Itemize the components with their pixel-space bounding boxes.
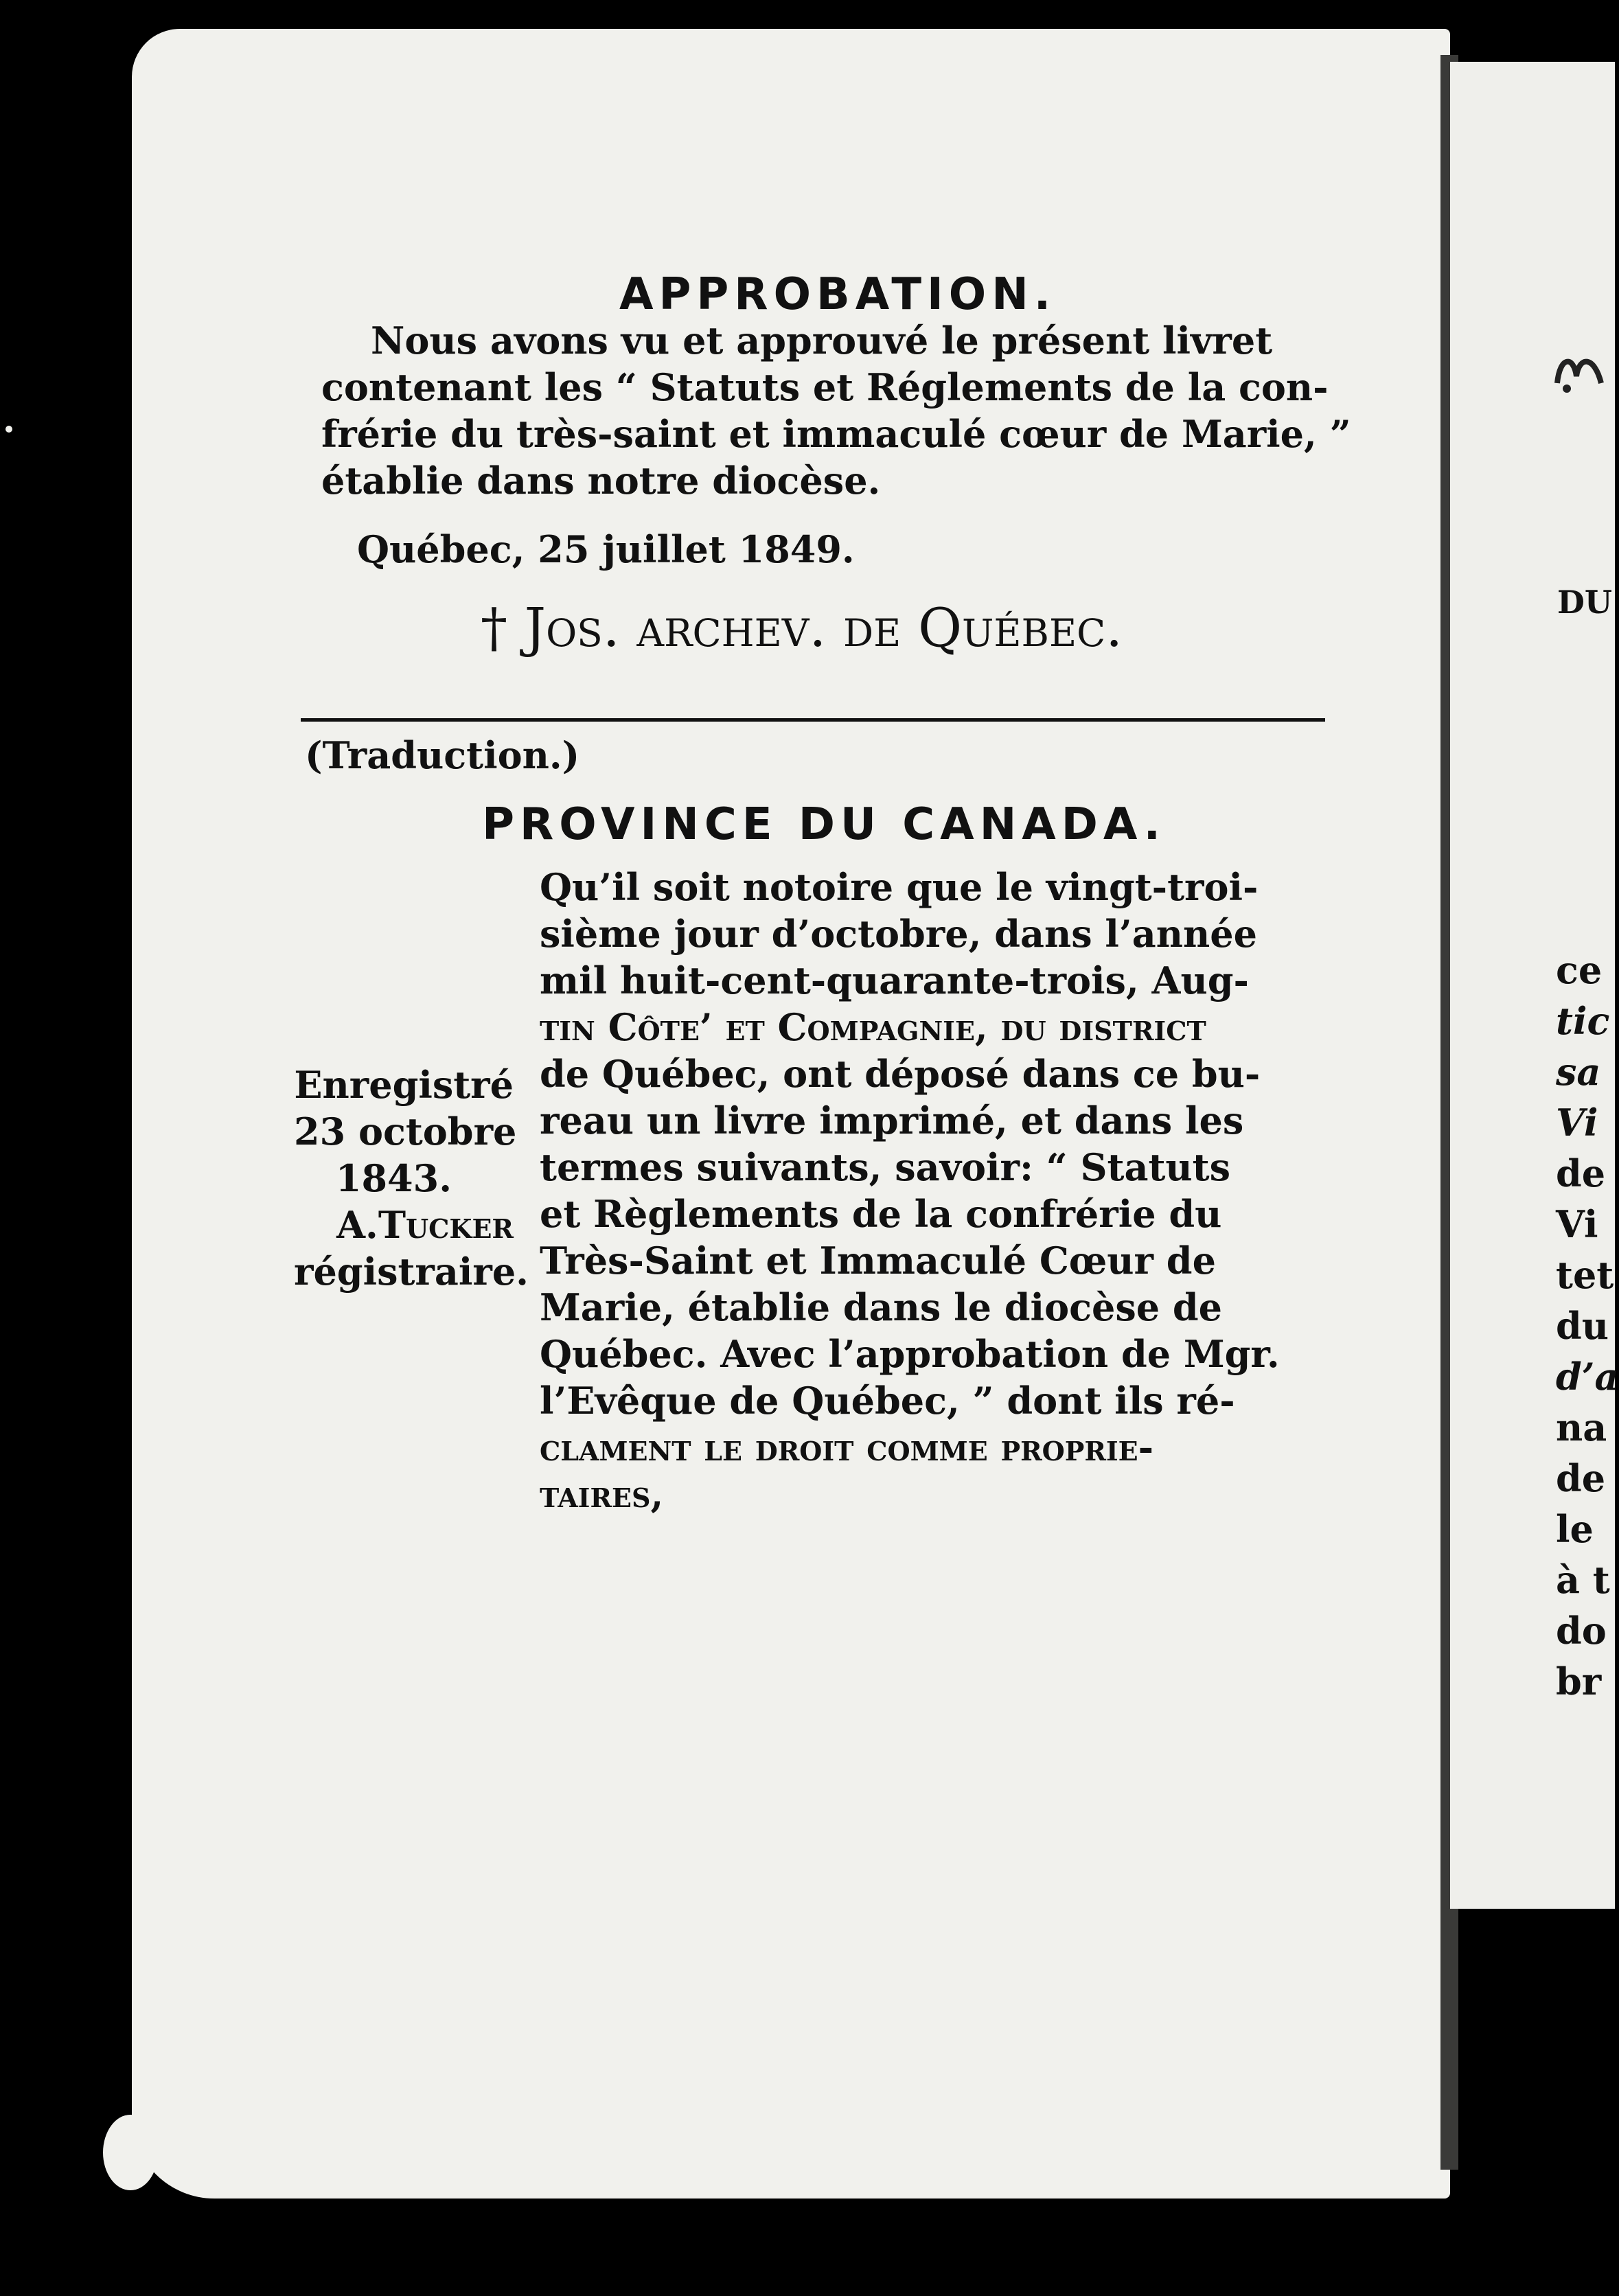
right-page-fragment: de <box>1556 1151 1606 1195</box>
right-page-fragment: tic <box>1556 999 1610 1043</box>
margin-note-line: Enregistré <box>294 1063 514 1107</box>
registration-line: termes suivants, savoir: “ Statuts <box>540 1145 1231 1189</box>
right-page-fragment: d’a <box>1556 1355 1619 1399</box>
right-page-fragment: br <box>1556 1660 1602 1703</box>
margin-note-line: 1843. <box>335 1156 452 1200</box>
registration-line: reau un livre imprimé, et dans les <box>540 1099 1244 1143</box>
right-page-fragment: do <box>1556 1609 1607 1653</box>
registration-line: Très-Saint et Immaculé Cœur de <box>540 1239 1216 1283</box>
right-page-text-fragments <box>1556 945 1619 1707</box>
margin-note-line: régistraire. <box>294 1250 529 1294</box>
approbation-line: frérie du très-saint et immaculé cœur de Marie, ” <box>321 412 1351 456</box>
scan-blemish <box>103 2115 158 2190</box>
right-page-fragment: le <box>1556 1507 1594 1551</box>
archbishop-signature: † Jos. archev. de Québec. <box>481 597 1123 659</box>
registration-line: sième jour d’octobre, dans l’année <box>540 912 1257 956</box>
scan-speck <box>5 426 12 433</box>
province-heading: PROVINCE DU CANADA. <box>482 799 1166 850</box>
right-page-fragment: Vi <box>1556 1202 1598 1246</box>
registration-line: clament le droit comme proprie- <box>540 1425 1154 1469</box>
right-page-fragment: de <box>1556 1456 1606 1500</box>
registration-line: tin Côte’ et Compagnie, du district <box>540 1005 1206 1049</box>
right-page-top-fragment: DU <box>1557 584 1613 621</box>
margin-note-line: A.Tucker <box>336 1203 514 1247</box>
registration-line: mil huit-cent-quarante-trois, Aug- <box>540 958 1249 1002</box>
right-page-fragment: ce <box>1556 948 1603 992</box>
registration-line: Qu’il soit notoire que le vingt-troi- <box>540 865 1259 909</box>
ornament-icon <box>1553 349 1607 397</box>
registration-line: Marie, établie dans le diocèse de <box>540 1285 1222 1329</box>
right-page-fragment: du <box>1556 1304 1609 1348</box>
registration-line: et Règlements de la confrérie du <box>540 1192 1222 1236</box>
registration-line: de Québec, ont déposé dans ce bu- <box>540 1052 1261 1096</box>
section-divider <box>301 718 1325 722</box>
approbation-text <box>321 317 1351 504</box>
registration-line: Québec. Avec l’approbation de Mgr. <box>540 1332 1280 1376</box>
registration-text <box>540 864 1318 1517</box>
translation-note: (Traduction.) <box>305 733 580 777</box>
registration-line: taires, <box>540 1472 664 1516</box>
right-page-fragment: tet <box>1556 1253 1614 1297</box>
right-page-fragment: Vi <box>1556 1101 1598 1145</box>
right-page-fragment: à t <box>1556 1558 1610 1602</box>
registration-line: l’Evêque de Québec, ” dont ils ré- <box>540 1379 1235 1423</box>
approbation-line: contenant les “ Statuts et Réglements de la con- <box>321 365 1329 409</box>
margin-note-line: 23 octobre <box>294 1110 517 1153</box>
right-page-fragment: sa <box>1556 1050 1601 1094</box>
approbation-heading: APPROBATION. <box>619 269 1057 320</box>
registration-margin-note <box>294 1061 527 1295</box>
right-page-fragment: na <box>1556 1405 1607 1449</box>
approbation-dateline: Québec, 25 juillet 1849. <box>357 527 855 571</box>
approbation-line: établie dans notre diocèse. <box>321 459 881 503</box>
approbation-line: Nous avons vu et approuvé le présent livret <box>371 319 1273 363</box>
